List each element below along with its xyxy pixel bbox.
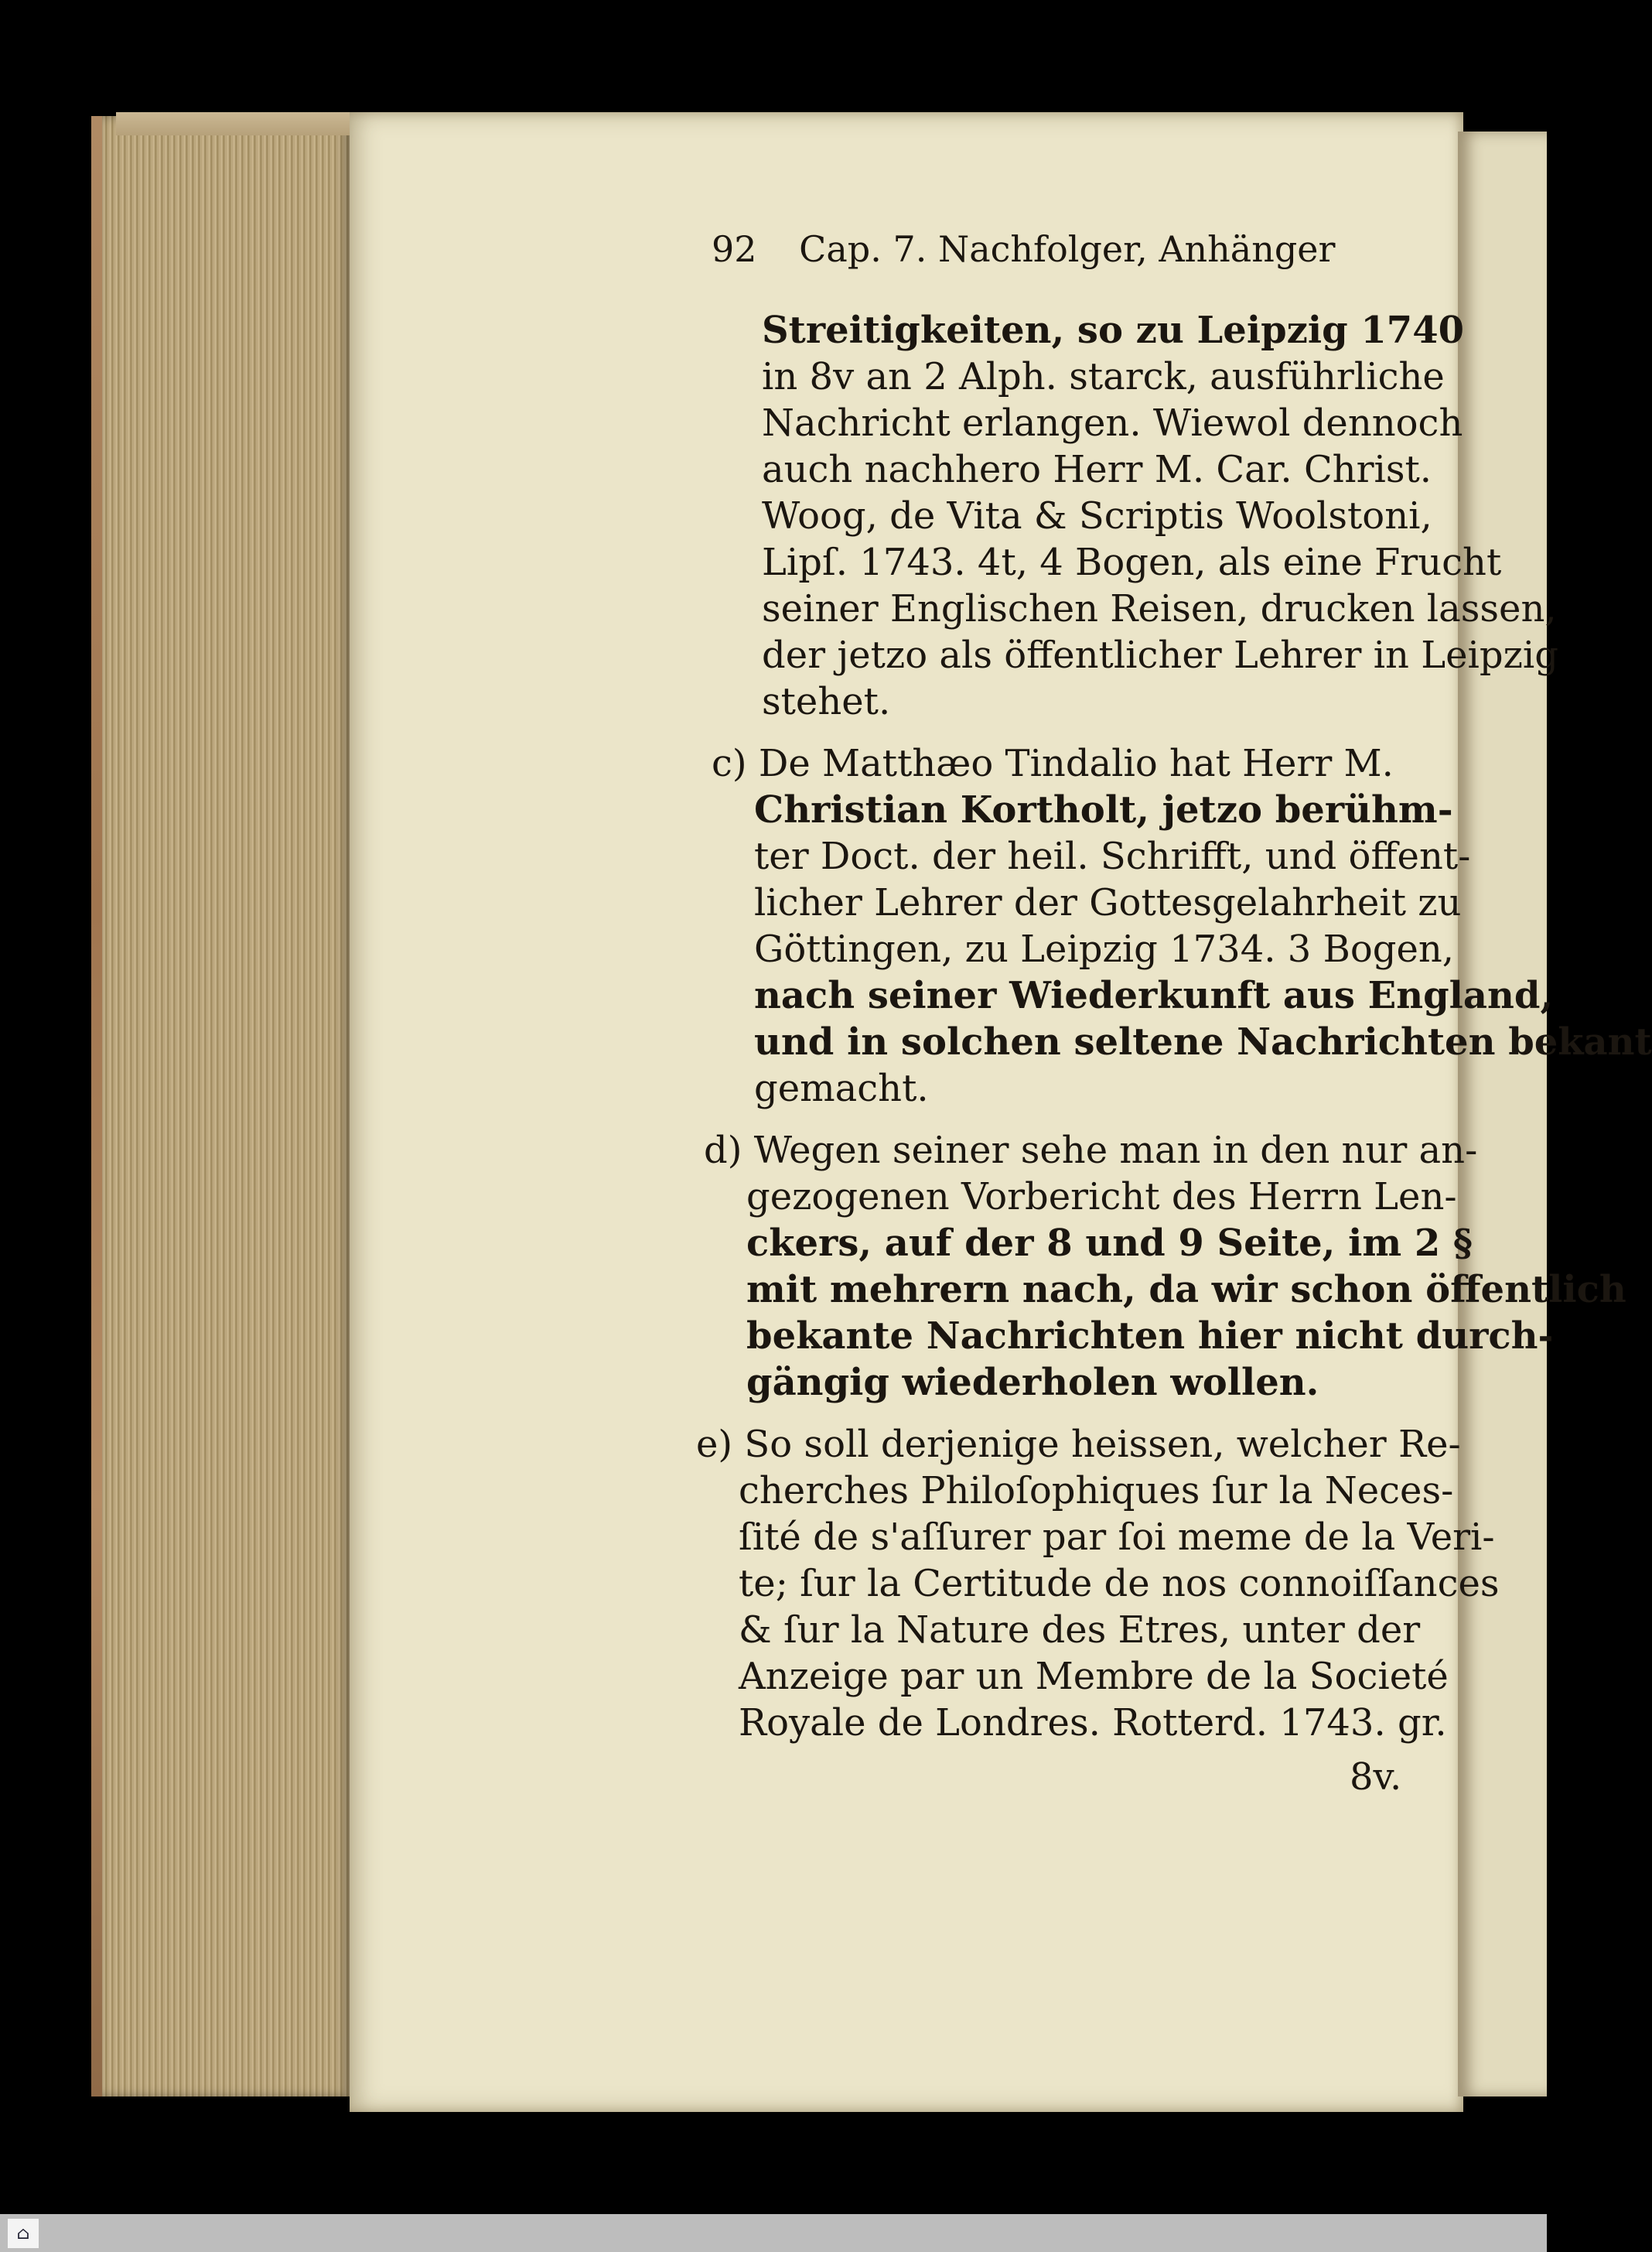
- text-line: bekante Nachrichten hier nicht durch-: [746, 1314, 1554, 1358]
- library-logo-icon: ⌂: [8, 2219, 39, 2248]
- viewer-bottom-bar: [0, 2214, 1547, 2252]
- text-line: seiner Englischen Reisen, drucken lassen,: [762, 587, 1557, 630]
- text-line: licher Lehrer der Gottesgelahrheit zu: [754, 881, 1462, 924]
- text-line: stehet.: [762, 680, 891, 723]
- text-line: in 8v an 2 Alph. starck, ausführliche: [762, 355, 1445, 398]
- text-line: der jetzo als öffentlicher Lehrer in Leipzig: [762, 634, 1558, 677]
- text-line: mit mehrern nach, da wir schon öffentlich: [746, 1268, 1626, 1311]
- text-line: Nachricht erlangen. Wiewol dennoch: [762, 402, 1463, 445]
- text-line: Anzeige par un Membre de la Societé: [739, 1655, 1449, 1698]
- text-line: ter Doct. der heil. Schrifft, und öffent-: [754, 835, 1471, 878]
- text-line: Lipſ. 1743. 4t, 4 Bogen, als eine Frucht: [762, 541, 1502, 584]
- text-line: gezogenen Vorbericht des Herrn Len-: [746, 1175, 1457, 1218]
- footnote-d-line: d) Wegen seiner sehe man in den nur an-: [704, 1129, 1478, 1172]
- text-line: ckers, auf der 8 und 9 Seite, im 2 §: [746, 1222, 1473, 1265]
- facing-page-edge: [1458, 132, 1547, 2097]
- text-line: Royale de Londres. Rotterd. 1743. gr.: [739, 1701, 1447, 1745]
- text-line: Christian Kortholt, jetzo berühm-: [754, 788, 1453, 832]
- page-edges: [102, 116, 350, 2097]
- text-line: Woog, de Vita & Scriptis Woolstoni,: [762, 494, 1432, 538]
- text-line: auch nachhero Herr M. Car. Christ.: [762, 448, 1432, 491]
- text-line: nach seiner Wiederkunft aus England,: [754, 974, 1554, 1017]
- text-line: cherches Philoſophiques ſur la Neces-: [739, 1469, 1454, 1512]
- page-edges-top: [116, 112, 356, 135]
- text-line: & ſur la Nature des Etres, unter der: [739, 1608, 1421, 1652]
- page-header: [712, 228, 1485, 270]
- running-title: Cap. 7. Nachfolger, Anhänger: [799, 228, 1336, 270]
- footnote-c-line: c) De Matthæo Tindalio hat Herr M.: [712, 742, 1394, 785]
- footnote-e-line: e) So soll derjenige heissen, welcher Re-: [696, 1423, 1461, 1466]
- catchword: 8v.: [1350, 1755, 1402, 1799]
- text-line: und in solchen seltene Nachrichten bekant: [754, 1020, 1652, 1064]
- text-line: Streitigkeiten, so zu Leipzig 1740: [762, 309, 1464, 352]
- text-line: gängig wiederholen wollen.: [746, 1361, 1319, 1404]
- text-line: gemacht.: [754, 1067, 929, 1110]
- text-line: ſité de s'aſſurer par ſoi meme de la Veri-: [739, 1516, 1495, 1559]
- text-line: Göttingen, zu Leipzig 1734. 3 Bogen,: [754, 928, 1455, 971]
- page-number: 92: [712, 228, 757, 270]
- text-line: te; ſur la Certitude de nos connoiſſances: [739, 1562, 1500, 1605]
